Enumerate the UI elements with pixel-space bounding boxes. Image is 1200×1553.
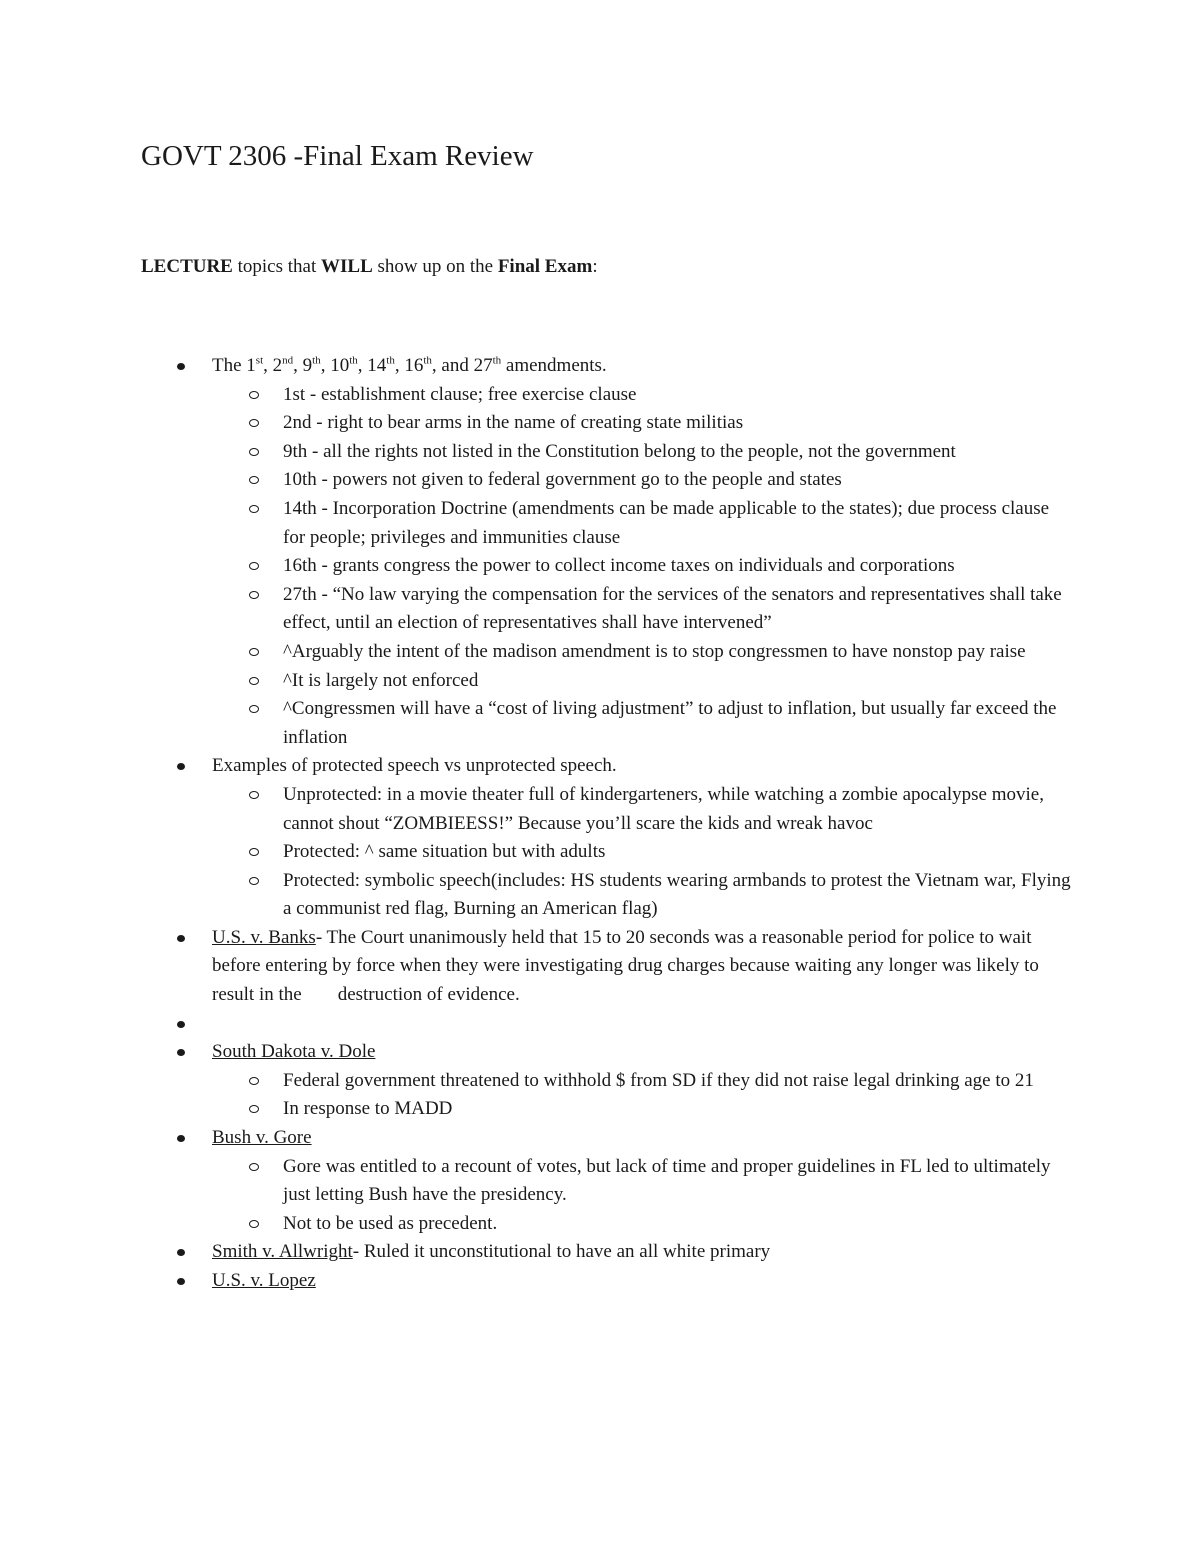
- bullet-icon: [177, 1135, 185, 1142]
- list-subitem: 9th - all the rights not listed in the Constitution belong to the people, not the government: [0, 438, 1073, 467]
- bullet-icon: [177, 1049, 185, 1056]
- circle-bullet-icon: [249, 562, 259, 570]
- circle-bullet-icon: [249, 476, 259, 484]
- list-item-amendments: [0, 352, 1072, 381]
- circle-bullet-icon: [249, 1163, 259, 1171]
- circle-bullet-icon: [249, 1077, 259, 1085]
- case-name-banks: U.S. v. Banks: [212, 926, 316, 948]
- list-item-gore: [0, 1124, 1072, 1153]
- list-item-allwright: Smith v. Allwright- Ruled it unconstitutional to have an all white primary: [0, 1238, 1072, 1267]
- circle-bullet-icon: [249, 1105, 259, 1113]
- list-item-empty: [0, 1010, 1072, 1039]
- list-subitem: ^Congressmen will have a “cost of living adjustment” to adjust to inflation, but usually far exceed the inflation: [0, 695, 1073, 752]
- circle-bullet-icon: [249, 591, 259, 599]
- page-title: GOVT 2306 -Final Exam Review: [141, 140, 534, 172]
- list-item-speech: Examples of protected speech vs unprotected speech.: [0, 752, 1072, 781]
- circle-bullet-icon: [249, 505, 259, 513]
- list-item-lopez: [0, 1267, 1072, 1296]
- list-subitem: Unprotected: in a movie theater full of kindergarteners, while watching a zombie apocalypse movie, cannot shout “ZOMBIEESS!” Because you’ll scare the kids and wreak havoc: [0, 781, 1073, 838]
- bullet-icon: [177, 763, 185, 770]
- list-subitem: ^Arguably the intent of the madison amendment is to stop congressmen to have nonstop pay raise: [0, 638, 1073, 667]
- bullet-icon: [177, 363, 185, 370]
- circle-bullet-icon: [249, 791, 259, 799]
- case-name-dole: South Dakota v. Dole: [212, 1041, 376, 1063]
- bullet-icon: [177, 935, 185, 942]
- list-subitem: 16th - grants congress the power to collect income taxes on individuals and corporations: [0, 552, 1073, 581]
- circle-bullet-icon: [249, 877, 259, 885]
- case-name-gore: Bush v. Gore: [212, 1127, 312, 1149]
- topic-list: [0, 352, 1200, 1296]
- intro-will: WILL: [321, 256, 373, 277]
- intro-lecture: LECTURE: [141, 256, 233, 277]
- circle-bullet-icon: [249, 419, 259, 427]
- intro-colon: :: [592, 256, 598, 277]
- list-subitem: Protected: ^ same situation but with adults: [0, 838, 1073, 867]
- list-subitem: 10th - powers not given to federal government go to the people and states: [0, 466, 1073, 495]
- intro-text-2: show up on the: [372, 256, 498, 277]
- list-item-banks: U.S. v. Banks- The Court unanimously held that 15 to 20 seconds was a reasonable period for police to wait before entering by force when they were investigating drug charges because waiting any longer was likely to result in the destruction of evidence.: [0, 924, 1072, 1010]
- amendments-lead: The 1st, 2nd, 9th, 10th, 14th, 16th, and 27th amendments.: [212, 354, 607, 376]
- list-subitem: ^It is largely not enforced: [0, 667, 1073, 696]
- list-subitem: Not to be used as precedent.: [0, 1210, 1073, 1239]
- list-subitem: 1st - establishment clause; free exercise clause: [0, 381, 1073, 410]
- case-name-allwright: Smith v. Allwright: [212, 1241, 353, 1263]
- list-subitem: 2nd - right to bear arms in the name of creating state militias: [0, 409, 1073, 438]
- intro-line: [141, 256, 598, 278]
- circle-bullet-icon: [249, 1220, 259, 1228]
- bullet-icon: [177, 1249, 185, 1256]
- intro-final-exam: Final Exam: [497, 256, 593, 277]
- list-subitem: Gore was entitled to a recount of votes, but lack of time and proper guidelines in FL led to ultimately just letting Bush have the presidency.: [0, 1153, 1073, 1210]
- list-subitem: Federal government threatened to withhold $ from SD if they did not raise legal drinking age to 21: [0, 1067, 1073, 1096]
- bullet-icon: [177, 1278, 185, 1285]
- list-subitem: 27th - “No law varying the compensation for the services of the senators and representatives shall take effect, until an election of representatives shall have intervened”: [0, 581, 1073, 638]
- list-subitem: Protected: symbolic speech(includes: HS students wearing armbands to protest the Vietnam war, Flying a communist red flag, Burning an American flag): [0, 867, 1073, 924]
- intro-text-1: topics that: [232, 256, 321, 277]
- circle-bullet-icon: [249, 648, 259, 656]
- circle-bullet-icon: [249, 705, 259, 713]
- list-subitem: 14th - Incorporation Doctrine (amendments can be made applicable to the states); due process clause for people; privileges and immunities clause: [0, 495, 1073, 552]
- circle-bullet-icon: [249, 391, 259, 399]
- list-subitem: In response to MADD: [0, 1095, 1073, 1124]
- circle-bullet-icon: [249, 848, 259, 856]
- list-item-dole: [0, 1038, 1072, 1067]
- bullet-icon: [177, 1021, 185, 1028]
- circle-bullet-icon: [249, 677, 259, 685]
- circle-bullet-icon: [249, 448, 259, 456]
- case-name-lopez: U.S. v. Lopez: [212, 1270, 316, 1291]
